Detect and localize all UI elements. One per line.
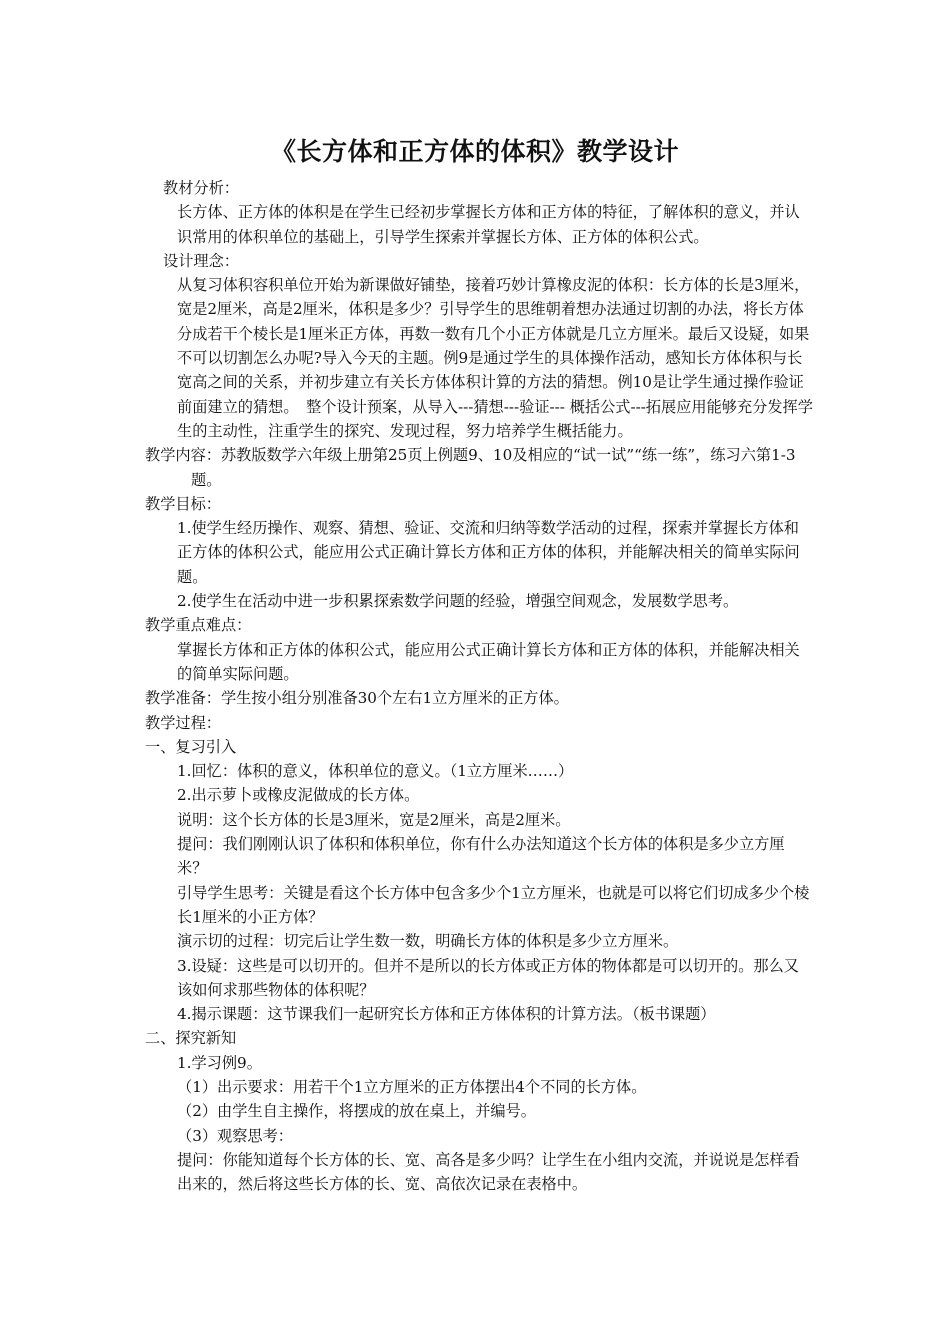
paragraph: （1）出示要求：用若干个1立方厘米的正方体摆出4个不同的长方体。 — [177, 1077, 647, 1096]
document-title: 《长方体和正方体的体积》教学设计 — [270, 137, 679, 166]
paragraph: 2.使学生在活动中进一步积累探索数学问题的经验，增强空间观念，发展数学思考。 — [177, 592, 739, 611]
section-heading: 教学重点难点： — [145, 616, 252, 635]
section-heading: 一、复习引入 — [145, 737, 237, 756]
section-heading: 二、探究新知 — [145, 1029, 237, 1048]
paragraph: 3.设疑：这些是可以切开的。但并不是所以的长方体或正方体的物体都是可以切开的。那么又该如何求那些物体的体积呢？ — [177, 956, 799, 999]
paragraph: 提问：我们刚刚认识了体积和体积单位，你有什么办法知道这个长方体的体积是多少立方厘米？ — [177, 835, 785, 878]
paragraph: 教学准备：学生按小组分别准备30个左右1立方厘米的正方体。 — [145, 689, 569, 708]
paragraph: 1.学习例9。 — [177, 1053, 262, 1072]
paragraph: 长方体、正方体的体积是在学生已经初步掌握长方体和正方体的特征，了解体积的意义，并认识常用的体积单位的基础上，引导学生探索并掌握长方体、正方体的体积公式。 — [177, 203, 800, 246]
paragraph: 提问：你能知道每个长方体的长、宽、高各是多少吗？让学生在小组内交流，并说说是怎样看出来的，然后将这些长方体的长、宽、高依次记录在表格中。 — [177, 1150, 800, 1194]
section-heading: 教学过程： — [145, 713, 221, 732]
paragraph: 1.回忆：体积的意义，体积单位的意义。（1立方厘米……） — [177, 762, 574, 781]
section-heading: 设计理念： — [163, 251, 239, 270]
document-body — [145, 176, 813, 1196]
section-heading: 教学目标： — [145, 494, 221, 513]
paragraph: 掌握长方体和正方体的体积公式，能应用公式正确计算长方体和正方体的体积，并能解决相关的简单实际问题。 — [177, 640, 800, 683]
paragraph: 教学内容：苏教版数学六年级上册第25页上例题9、10及相应的“试一试”“练一练”，练习六第1-3题。 — [145, 446, 796, 489]
paragraph: （3）观察思考： — [177, 1126, 293, 1145]
paragraph: （2）由学生自主操作，将摆成的放在桌上，并编号。 — [177, 1102, 536, 1121]
paragraph: 演示切的过程：切完后让学生数一数，明确长方体的体积是多少立方厘米。 — [177, 932, 679, 951]
paragraph: 1.使学生经历操作、观察、猜想、验证、交流和归纳等数学活动的过程，探索并掌握长方体和正方体的体积公式，能应用公式正确计算长方体和正方体的体积，并能解决相关的简单实际问题。 — [177, 519, 800, 586]
paragraph: 说明：这个长方体的长是3厘米，宽是2厘米，高是2厘米。 — [177, 810, 571, 829]
section-heading: 教材分析： — [163, 179, 239, 197]
paragraph: 引导学生思考：关键是看这个长方体中包含多少个1立方厘米，也就是可以将它们切成多少个棱长1厘米的小正方体？ — [177, 883, 810, 926]
paragraph: 2.出示萝卜或橡皮泥做成的长方体。 — [177, 786, 420, 805]
paragraph: 从复习体积容积单位开始为新课做好铺垫，接着巧妙计算橡皮泥的体积：长方体的长是3厘米，宽是2厘米，高是2厘米，体积是多少？引导学生的思维朝着想办法通过切割的办法，将长方体分成若干个棱长是1厘米正方体，再数一数有几个小正方体就是几立方厘米。最后又设疑，如果不可以切割怎么办呢?导入今天的主题。例9是通过学生的具体操作活动，感知长方体体积与长宽高之间的关系，并初步建立有关长方体体积计算的方法的猜想。例10是让学生通过操作验证前面建立的猜想。 整个设计预案，从导入---猜想---验证--- 概括公式---拓展应用能够充分发挥学生的主动性，注重学生的探究、发现过程，努力培养学生概括能力。 — [177, 276, 813, 440]
paragraph: 4.揭示课题：这节课我们一起研究长方体和正方体体积的计算方法。（板书课题） — [177, 1005, 716, 1024]
